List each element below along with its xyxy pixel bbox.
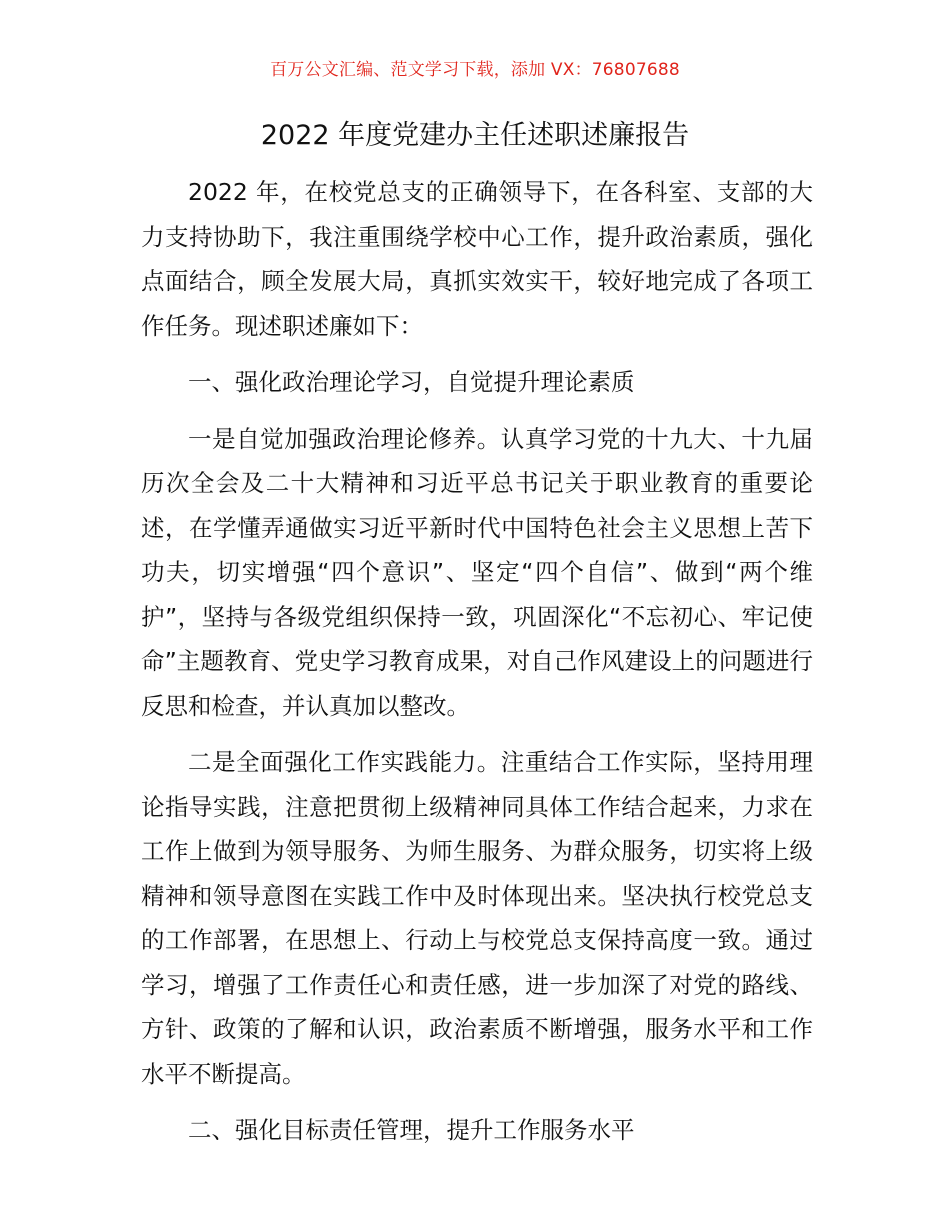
- document-body: [141, 170, 813, 1165]
- section1-paragraph-2: 二是全面强化工作实践能力。注重结合工作实际，坚持用理论指导实践，注意把贯彻上级精神同具体工作结合起来，力求在工作上做到为领导服务、为师生服务、为群众服务，切实将上级精神和领导意图在实践工作中及时体现出来。坚决执行校党总支的工作部署，在思想上、行动上与校党总支保持高度一致。通过学习，增强了工作责任心和责任感，进一步加深了对党的路线、方针、政策的了解和认识，政治素质不断增强，服务水平和工作水平不断提高。: [141, 748, 813, 1088]
- intro-paragraph: 2022 年，在校党总支的正确领导下，在各科室、支部的大力支持协助下，我注重围绕学校中心工作，提升政治素质，强化点面结合，顾全发展大局，真抓实效实干，较好地完成了各项工作任务。现述职述廉如下：: [141, 178, 813, 340]
- header-watermark-note: 百万公文汇编、范文学习下载，添加 VX：76807688: [270, 60, 680, 80]
- section-heading-1: 一、强化政治理论学习，自觉提升理论素质: [188, 368, 635, 396]
- section1-paragraph-1: 一是自觉加强政治理论修养。认真学习党的十九大、十九届历次全会及二十大精神和习近平总书记关于职业教育的重要论述，在学懂弄通做实习近平新时代中国特色社会主义思想上苦下功夫，切实增强“四个意识”、坚定“四个自信”、做到“两个维护”，坚持与各级党组织保持一致，巩固深化“不忘初心、牢记使命”主题教育、党史学习教育成果，对自己作风建设上的问题进行反思和检查，并认真加以整改。: [141, 424, 813, 720]
- page-title: 2022 年度党建办主任述职述廉报告: [260, 120, 690, 151]
- section-heading-2: 二、强化目标责任管理，提升工作服务水平: [188, 1116, 635, 1144]
